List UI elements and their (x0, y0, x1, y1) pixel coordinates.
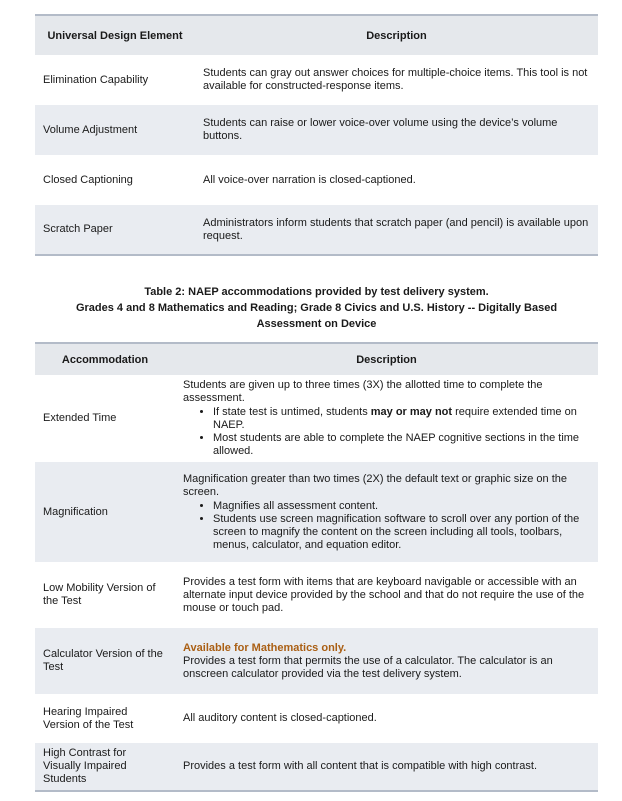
row-description: Students can raise or lower voice-over volume using the device’s volume buttons. (195, 105, 598, 155)
column-header-description: Description (175, 343, 598, 375)
row-label: Volume Adjustment (35, 105, 195, 155)
table-row-scratch-paper (35, 205, 598, 255)
row-label: Closed Captioning (35, 155, 195, 205)
row-description: Provides a test form with all content that is compatible with high contrast. (175, 743, 598, 791)
bullet-text: If state test is untimed, students (213, 406, 371, 418)
row-label: Elimination Capability (35, 55, 195, 105)
caption-line-3: Assessment on Device (256, 318, 377, 330)
row-label: Scratch Paper (35, 205, 195, 255)
table-row-low-mobility (35, 562, 598, 628)
bullet-bold-text: may or may not (370, 406, 453, 418)
row-label: Low Mobility Version of the Test (35, 562, 175, 628)
bullet-text: require extended time on NAEP. (213, 406, 577, 431)
table2-caption (35, 284, 598, 332)
table-row-high-contrast (35, 743, 598, 791)
row-description: Administrators inform students that scratch paper (and pencil) is available upon request. (195, 205, 598, 255)
row-description (175, 628, 598, 694)
accommodations-header-row (35, 343, 598, 375)
table-row-calculator-version (35, 628, 598, 694)
bullet-item: • Most students are able to complete the NAEP cognitive sections in the time allowed. (213, 432, 590, 458)
description-intro: Magnification greater than two times (2X) the default text or graphic size on the screen. (183, 472, 567, 498)
row-description: All voice-over narration is closed-captioned. (195, 155, 598, 205)
universal-design-table (35, 14, 598, 256)
row-label: Magnification (35, 462, 175, 562)
universal-design-header-row (35, 15, 598, 55)
bullet-item: • Students use screen magnification software to scroll over any portion of the screen to magnify the content on the screen including all tools, toolbars, menus, calculator, and equation editor. (213, 513, 590, 552)
column-header-accommodation: Accommodation (35, 343, 175, 375)
table-row-elimination-capability (35, 55, 598, 105)
row-label: Hearing Impaired Version of the Test (35, 694, 175, 743)
caption-line-1: Table 2: NAEP accommodations provided by test delivery system. (144, 286, 489, 298)
table-row-hearing-impaired (35, 694, 598, 743)
column-header-universal-design-element: Universal Design Element (35, 15, 195, 55)
row-label: High Contrast for Visually Impaired Students (35, 743, 175, 791)
mathematics-only-highlight: Available for Mathematics only. (183, 641, 347, 654)
description-intro: Students are given up to three times (3X) the allotted time to complete the assessment. (183, 379, 543, 404)
bullet-item (213, 406, 590, 432)
bullet-list (183, 500, 590, 552)
column-header-description: Description (195, 15, 598, 55)
row-description: Provides a test form with items that are keyboard navigable or accessible with an alternate input device provided by the school and that do not require the use of the mouse or touch pad. (175, 562, 598, 628)
description-text: Provides a test form that permits the use of a calculator. The calculator is an onscreen calculator provided via the test delivery system. (183, 654, 553, 680)
table-row-extended-time (35, 375, 598, 462)
accommodations-table (35, 342, 598, 792)
caption-line-2: Grades 4 and 8 Mathematics and Reading; Grade 8 Civics and U.S. History -- Digitally Based (75, 302, 558, 314)
table-row-magnification (35, 462, 598, 562)
bullet-item: • Magnifies all assessment content. (213, 500, 590, 513)
table-row-closed-captioning (35, 155, 598, 205)
row-description: All auditory content is closed-captioned. (175, 694, 598, 743)
row-label: Extended Time (35, 375, 175, 462)
row-description (175, 462, 598, 562)
table-row-volume-adjustment (35, 105, 598, 155)
bullet-list (183, 406, 590, 458)
row-label: Calculator Version of the Test (35, 628, 175, 694)
row-description (175, 375, 598, 462)
row-description: Students can gray out answer choices for multiple-choice items. This tool is not available for constructed-response items. (195, 55, 598, 105)
